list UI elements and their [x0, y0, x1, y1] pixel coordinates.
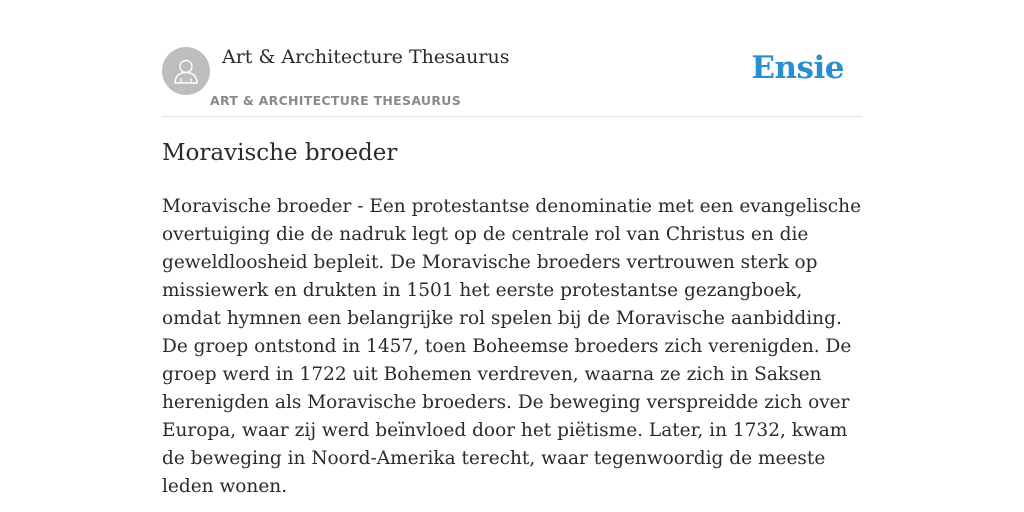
entry-title: Moravische broeder [162, 140, 398, 166]
user-icon [171, 56, 201, 86]
brand-logo[interactable]: Ensie [751, 50, 844, 86]
entry-header [162, 40, 862, 117]
author-name[interactable]: Art & Architecture Thesaurus [222, 46, 510, 68]
entry-body: Moravische broeder - Een protestantse denominatie met een evangelische overtuiging die de nadruk legt op de centrale rol van Christus en die geweldloosheid bepleit. De Moravische broeders vertrouwen sterk op missiewerk en drukten in 1501 het eerste protestantse gezangboek, omdat hymnen een belangrijke rol spelen bij de Moravische aanbidding. De groep ontstond in 1457, toen Boheemse broeders zich verenigden. De groep werd in 1722 uit Bohemen verdreven, waarna ze zich in Saksen herenigden als Moravische broeders. De beweging verspreidde zich over Europa, waar zij werd beïnvloed door het piëtisme. Later, in 1732, kwam de beweging in Noord-Amerika terecht, waar tegenwoordig de meeste leden wonen. [162, 196, 862, 497]
avatar[interactable] [162, 47, 210, 95]
source-label[interactable]: ART & ARCHITECTURE THESAURUS [210, 93, 462, 108]
